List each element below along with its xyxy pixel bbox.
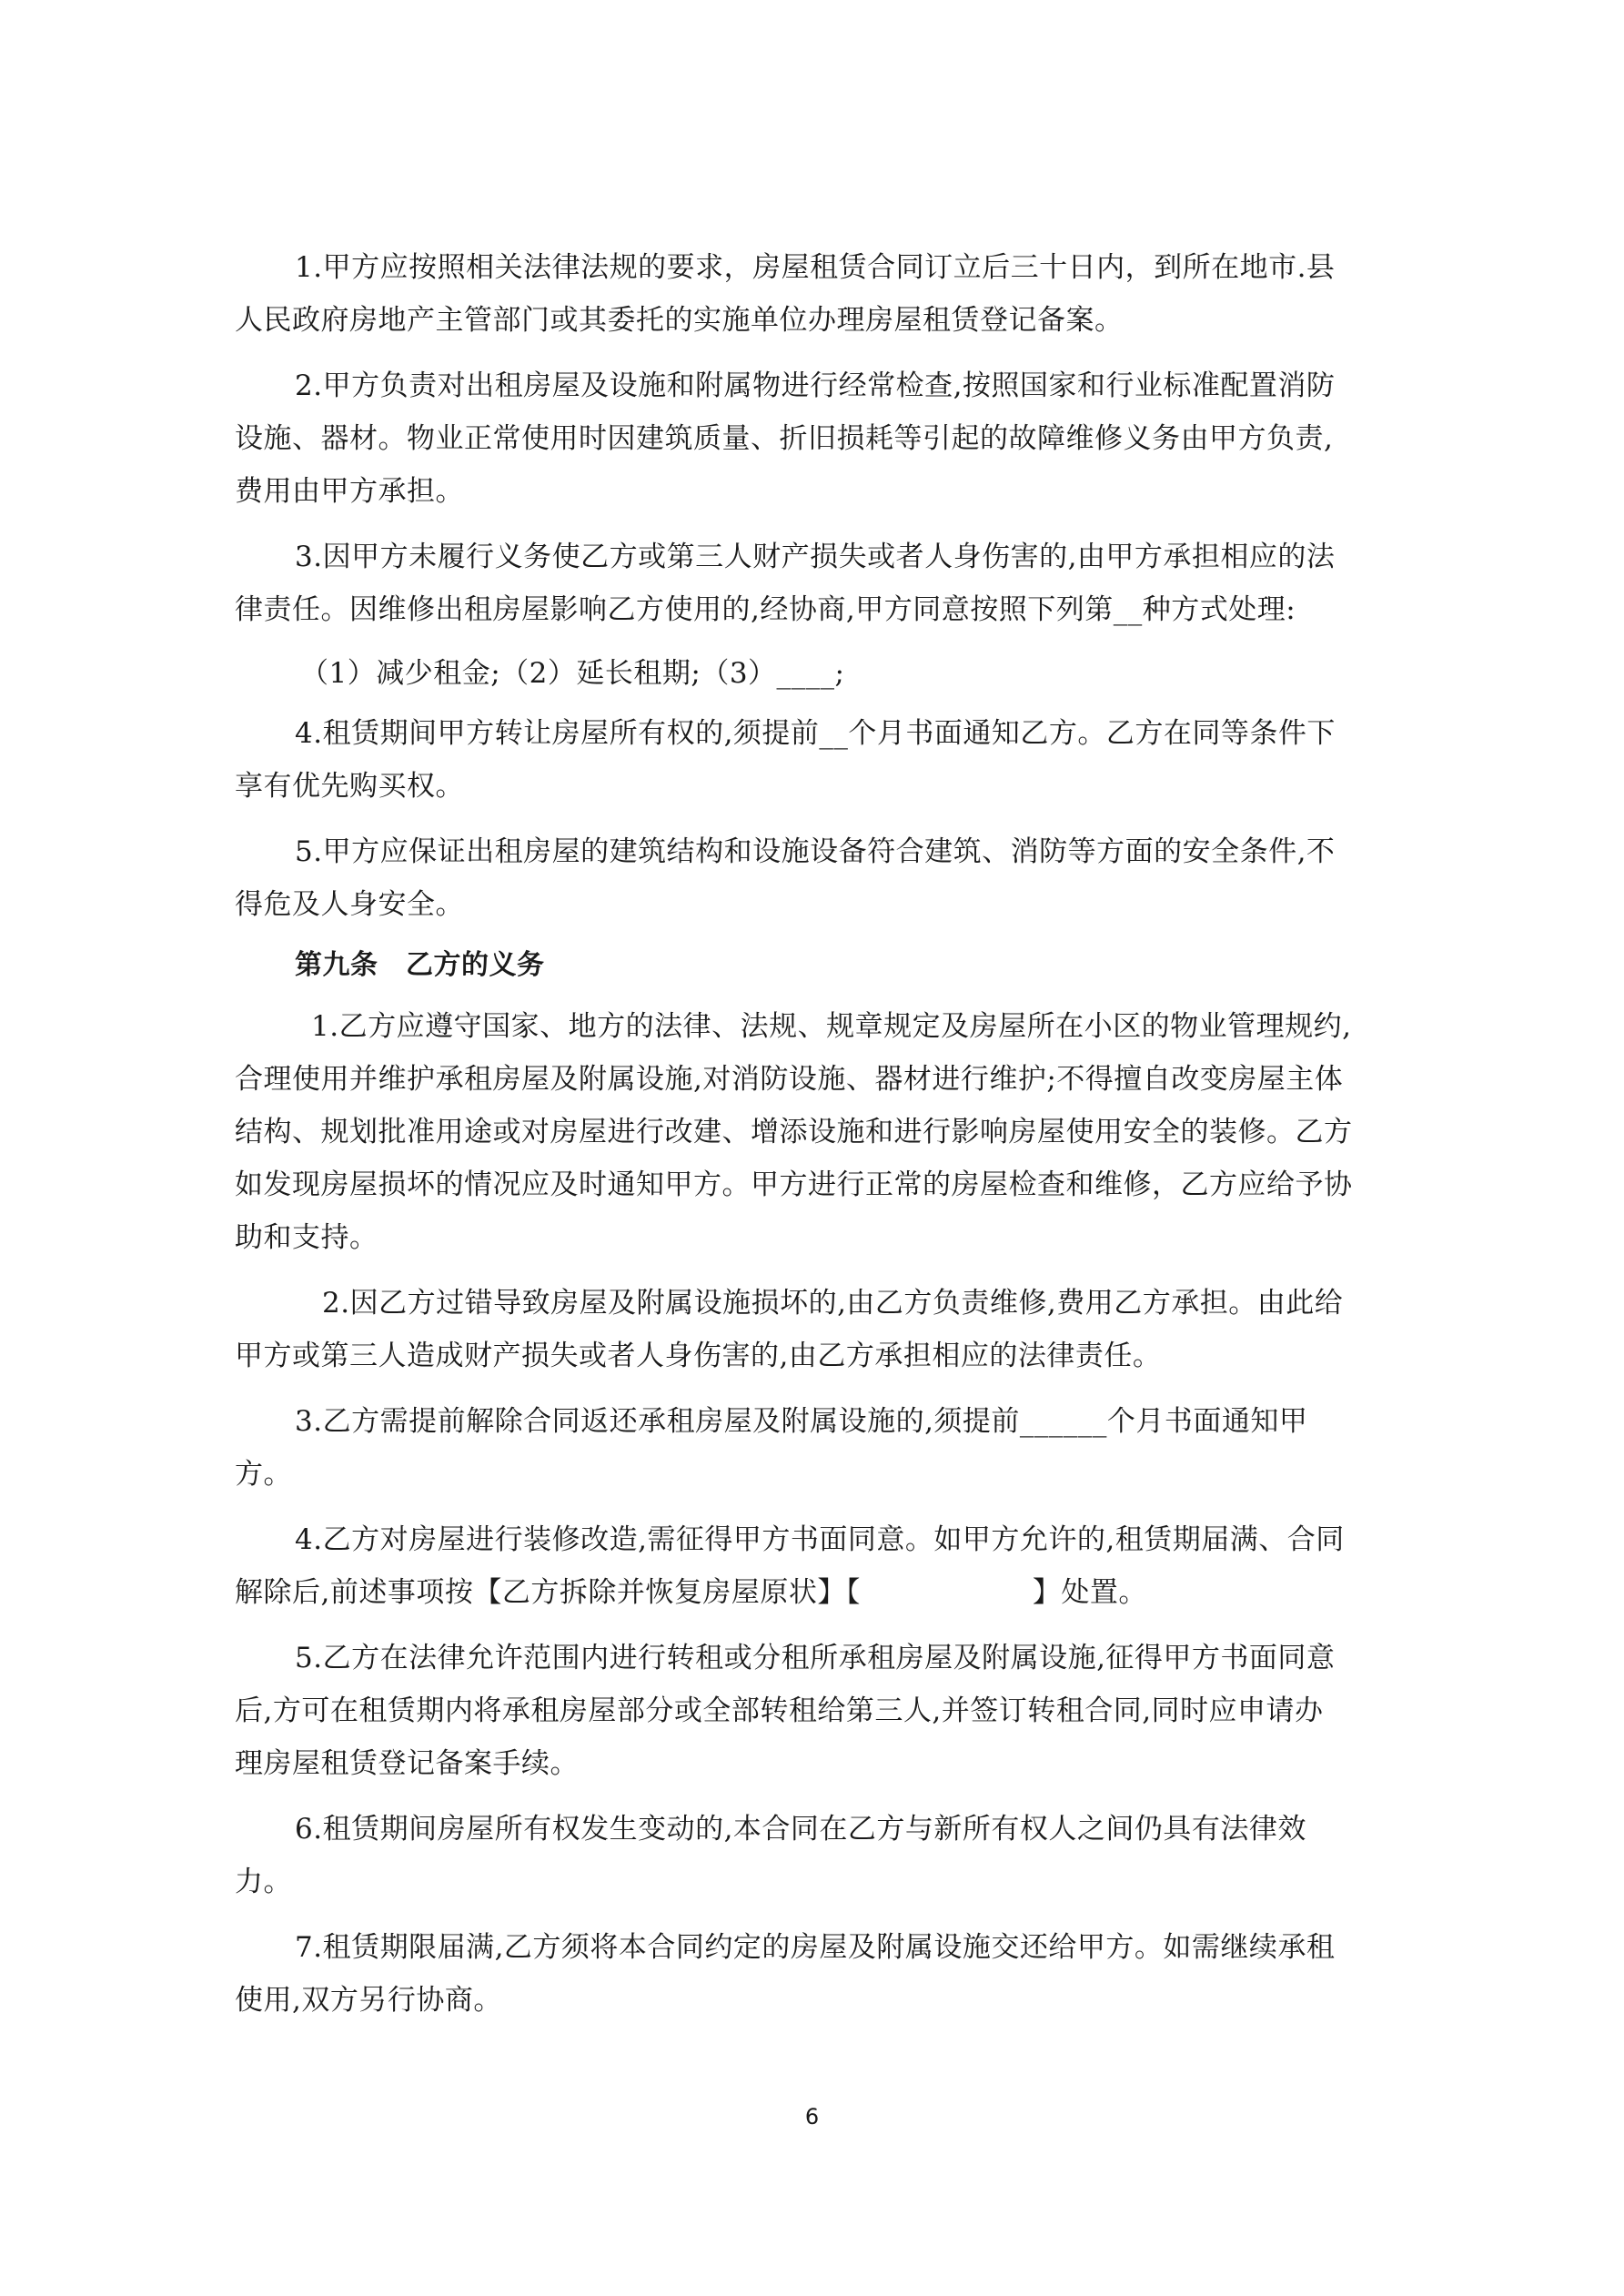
paragraph-line: 方。 bbox=[235, 1458, 292, 1491]
paragraph-line: 后,方可在租赁期内将承租房屋部分或全部转租给第三人,并签订转租合同,同时应申请办 bbox=[235, 1694, 1324, 1727]
paragraph-line: 2.甲方负责对出租房屋及设施和附属物进行经常检查,按照国家和行业标准配置消防 bbox=[295, 369, 1336, 402]
paragraph-line: 享有优先购买权。 bbox=[235, 770, 464, 803]
paragraph-line: 得危及人身安全。 bbox=[235, 888, 464, 921]
page-number: 6 bbox=[804, 2104, 820, 2129]
paragraph-line: 3.乙方需提前解除合同返还承租房屋及附属设施的,须提前______个月书面通知甲 bbox=[295, 1405, 1308, 1438]
paragraph-line: 设施、器材。物业正常使用时因建筑质量、折旧损耗等引起的故障维修义务由甲方负责, bbox=[235, 422, 1334, 455]
paragraph-line: 费用由甲方承担。 bbox=[235, 475, 464, 508]
paragraph-line: 5.乙方在法律允许范围内进行转租或分租所承租房屋及附属设施,征得甲方书面同意 bbox=[295, 1642, 1336, 1674]
paragraph-line: 力。 bbox=[235, 1866, 292, 1898]
paragraph-line: 4.乙方对房屋进行装修改造,需征得甲方书面同意。如甲方允许的,租赁期届满、合同 bbox=[295, 1523, 1345, 1556]
paragraph-line: 解除后,前述事项按【乙方拆除并恢复房屋原状】【 】处置。 bbox=[235, 1576, 1147, 1609]
paragraph-line: 7.租赁期限届满,乙方须将本合同约定的房屋及附属设施交还给甲方。如需继续承租 bbox=[295, 1931, 1336, 1964]
paragraph-line: 如发现房屋损坏的情况应及时通知甲方。甲方进行正常的房屋检查和维修，乙方应给予协 bbox=[235, 1168, 1353, 1201]
paragraph-line: 5.甲方应保证出租房屋的建筑结构和设施设备符合建筑、消防等方面的安全条件,不 bbox=[295, 835, 1336, 868]
section-heading: 第九条 乙方的义务 bbox=[295, 949, 545, 981]
paragraph-line: 使用,双方另行协商。 bbox=[235, 1984, 502, 2017]
paragraph-line: 甲方或第三人造成财产损失或者人身伤害的,由乙方承担相应的法律责任。 bbox=[235, 1340, 1162, 1372]
paragraph-line: 6.租赁期间房屋所有权发生变动的,本合同在乙方与新所有权人之间仍具有法律效 bbox=[295, 1813, 1306, 1846]
paragraph-line: 3.因甲方未履行义务使乙方或第三人财产损失或者人身伤害的,由甲方承担相应的法 bbox=[295, 541, 1336, 573]
paragraph-line: 人民政府房地产主管部门或其委托的实施单位办理房屋租赁登记备案。 bbox=[235, 304, 1124, 337]
paragraph-line: 2.因乙方过错导致房屋及附属设施损坏的,由乙方负责维修,费用乙方承担。由此给 bbox=[322, 1287, 1344, 1320]
paragraph-line: 结构、规划批准用途或对房屋进行改建、增添设施和进行影响房屋使用安全的装修。乙方 bbox=[235, 1116, 1353, 1148]
paragraph-line: 律责任。因维修出租房屋影响乙方使用的,经协商,甲方同意按照下列第__种方式处理: bbox=[235, 593, 1296, 626]
paragraph-line: 4.租赁期间甲方转让房屋所有权的,须提前__个月书面通知乙方。乙方在同等条件下 bbox=[295, 717, 1336, 750]
paragraph-line: 合理使用并维护承租房屋及附属设施,对消防设施、器材进行维护;不得擅自改变房屋主体 bbox=[235, 1063, 1344, 1096]
paragraph-line: 理房屋租赁登记备案手续。 bbox=[235, 1747, 579, 1780]
paragraph-line: 1.乙方应遵守国家、地方的法律、法规、规章规定及房屋所在小区的物业管理规约, bbox=[311, 1010, 1352, 1043]
paragraph-line: 助和支持。 bbox=[235, 1221, 378, 1254]
paragraph-line: （1）减少租金;（2）延长租期;（3）____; bbox=[300, 657, 845, 690]
paragraph-line: 1.甲方应按照相关法律法规的要求，房屋租赁合同订立后三十日内，到所在地市.县 bbox=[295, 251, 1336, 284]
